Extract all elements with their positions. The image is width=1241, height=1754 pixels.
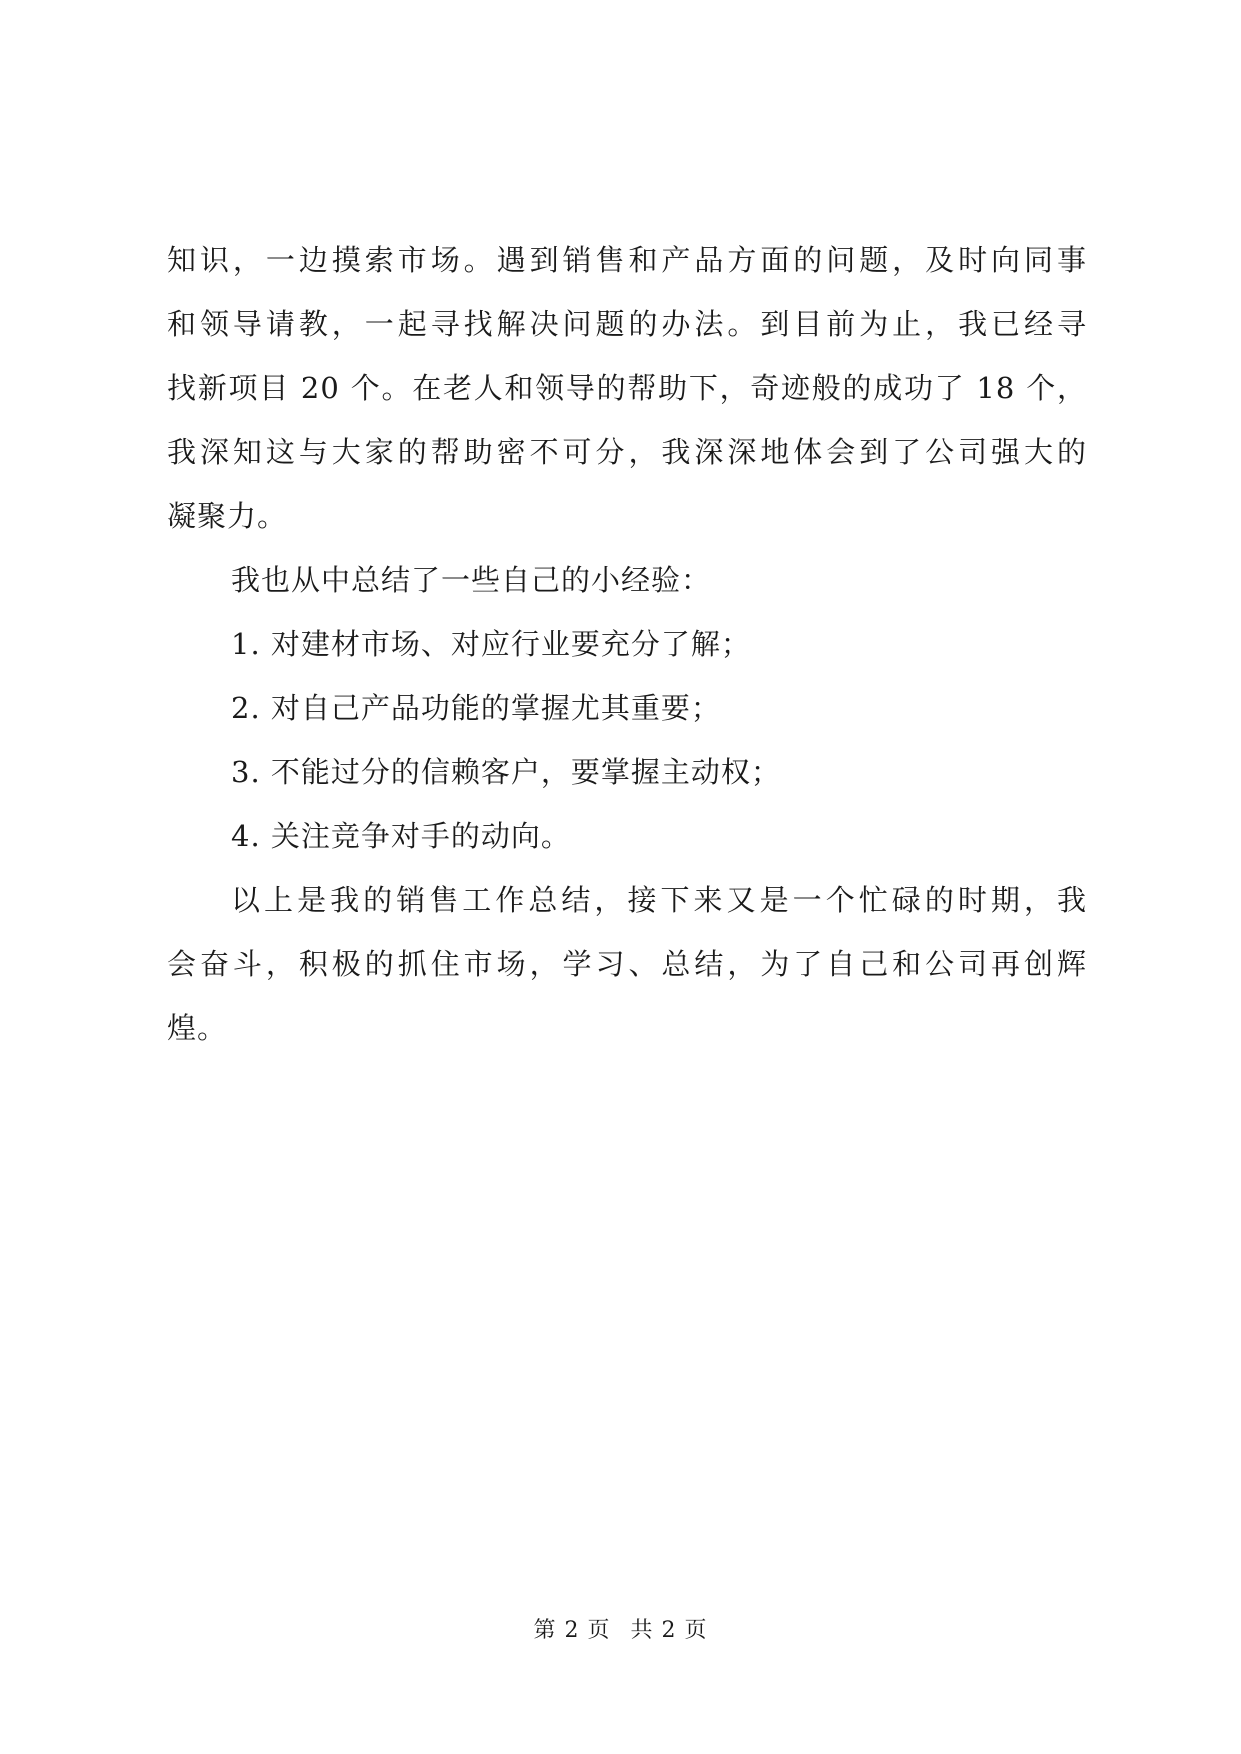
list-item: 1. 对建材市场、对应行业要充分了解； [231,627,751,661]
paragraph-line: 找新项目 20 个。在老人和领导的帮助下，奇迹般的成功了 18 个， [167,371,1087,405]
paragraph-line: 我深知这与大家的帮助密不可分，我深深地体会到了公司强大的 [167,435,1087,469]
list-item: 3. 不能过分的信赖客户，要掌握主动权； [231,755,781,789]
paragraph-line: 知识，一边摸索市场。遇到销售和产品方面的问题，及时向同事 [167,243,1087,277]
page-number: 第 2 页 [533,1618,611,1643]
document-body [167,228,1087,1060]
page-total: 共 2 页 [630,1618,708,1643]
paragraph-line: 煌。 [167,1011,228,1045]
page-footer [0,1613,1241,1644]
paragraph-line: 以上是我的销售工作总结，接下来又是一个忙碌的时期，我 [231,883,1087,917]
paragraph-line: 凝聚力。 [167,499,288,533]
paragraph-line: 会奋斗，积极的抓住市场，学习、总结，为了自己和公司再创辉 [167,947,1087,981]
paragraph-line: 我也从中总结了一些自己的小经验： [231,563,712,597]
paragraph-line: 和领导请教，一起寻找解决问题的办法。到目前为止，我已经寻 [167,307,1087,341]
list-item: 4. 关注竞争对手的动向。 [231,819,571,853]
list-item: 2. 对自己产品功能的掌握尤其重要； [231,691,721,725]
